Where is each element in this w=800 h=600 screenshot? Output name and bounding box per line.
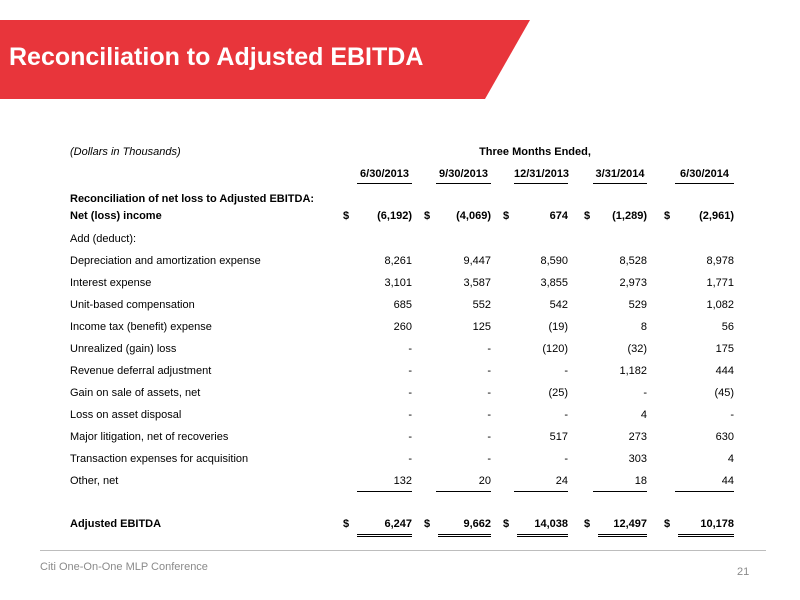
value-cell: 529 <box>628 299 647 311</box>
value-cell: - <box>487 409 491 421</box>
value-cell: - <box>408 409 412 421</box>
value-cell: 12,497 <box>613 518 647 530</box>
value-cell: 8,978 <box>706 255 734 267</box>
value-cell: 273 <box>628 431 647 443</box>
row-label: Loss on asset disposal <box>70 409 182 421</box>
value-cell: 542 <box>549 299 568 311</box>
table-row <box>70 299 736 317</box>
slide-title: Reconciliation to Adjusted EBITDA <box>9 43 424 71</box>
value-cell: 552 <box>472 299 491 311</box>
value-cell: - <box>487 431 491 443</box>
subtotal-rule <box>357 491 412 492</box>
value-cell: 14,038 <box>534 518 568 530</box>
value-cell: 20 <box>478 475 491 487</box>
value-cell: 2,973 <box>619 277 647 289</box>
value-cell: 8,261 <box>384 255 412 267</box>
currency-symbol: $ <box>664 210 671 222</box>
subtotal-rule <box>436 491 491 492</box>
value-cell: - <box>408 343 412 355</box>
table-row <box>70 343 736 361</box>
currency-symbol: $ <box>424 518 431 530</box>
value-cell: (1,289) <box>612 210 647 222</box>
column-header: 6/30/2014 <box>680 168 729 180</box>
value-cell: (32) <box>627 343 647 355</box>
value-cell: (2,961) <box>699 210 734 222</box>
value-cell: 24 <box>555 475 568 487</box>
currency-symbol: $ <box>584 518 591 530</box>
footer-conference: Citi One-On-One MLP Conference <box>40 561 208 573</box>
value-cell: 3,101 <box>384 277 412 289</box>
column-header: 3/31/2014 <box>595 168 645 180</box>
value-cell: 175 <box>715 343 734 355</box>
row-label: Other, net <box>70 475 119 487</box>
value-cell: - <box>408 453 412 465</box>
total-double-rule <box>517 534 568 537</box>
row-label: Unrealized (gain) loss <box>70 343 177 355</box>
currency-symbol: $ <box>503 210 510 222</box>
row-label: Adjusted EBITDA <box>70 518 162 530</box>
row-label: Reconciliation of net loss to Adjusted EBITDA: <box>70 193 315 205</box>
subtotal-rule <box>514 491 568 492</box>
value-cell: - <box>730 409 734 421</box>
table-row <box>70 277 736 295</box>
table-row <box>70 193 736 211</box>
value-cell: 303 <box>628 453 647 465</box>
table-row <box>70 255 736 273</box>
value-cell: 44 <box>721 475 734 487</box>
value-cell: 517 <box>549 431 568 443</box>
column-header-underline <box>675 183 734 184</box>
row-label: Gain on sale of assets, net <box>70 387 201 399</box>
table-row <box>70 233 736 251</box>
value-cell: - <box>564 365 568 377</box>
total-double-rule <box>357 534 412 537</box>
value-cell: 444 <box>715 365 734 377</box>
value-cell: 685 <box>393 299 412 311</box>
table-row <box>70 409 736 427</box>
row-label: Unit-based compensation <box>70 299 195 311</box>
currency-symbol: $ <box>503 518 510 530</box>
currency-symbol: $ <box>424 210 431 222</box>
value-cell: - <box>487 387 491 399</box>
value-cell: - <box>564 453 568 465</box>
table-row <box>70 210 736 228</box>
column-header-underline <box>514 183 568 184</box>
value-cell: - <box>408 431 412 443</box>
row-label: Income tax (benefit) expense <box>70 321 212 333</box>
value-cell: (4,069) <box>456 210 491 222</box>
value-cell: 10,178 <box>700 518 734 530</box>
currency-symbol: $ <box>343 518 350 530</box>
currency-symbol: $ <box>664 518 671 530</box>
value-cell: 3,587 <box>463 277 491 289</box>
value-cell: 18 <box>634 475 647 487</box>
total-double-rule <box>438 534 491 537</box>
table-row <box>70 453 736 471</box>
value-cell: 8,590 <box>540 255 568 267</box>
value-cell: - <box>408 387 412 399</box>
subtotal-rule <box>593 491 647 492</box>
value-cell: 630 <box>715 431 734 443</box>
row-label: Major litigation, net of recoveries <box>70 431 229 443</box>
column-header-underline <box>436 183 491 184</box>
value-cell: 132 <box>393 475 412 487</box>
row-label: Transaction expenses for acquisition <box>70 453 249 465</box>
column-header: 6/30/2013 <box>360 168 409 180</box>
value-cell: 8,528 <box>619 255 647 267</box>
row-label: Add (deduct): <box>70 233 137 245</box>
value-cell: - <box>408 365 412 377</box>
value-cell: 56 <box>721 321 734 333</box>
value-cell: 4 <box>640 409 647 421</box>
value-cell: 1,082 <box>706 299 734 311</box>
value-cell: (45) <box>714 387 734 399</box>
value-cell: - <box>487 365 491 377</box>
value-cell: - <box>564 409 568 421</box>
value-cell: 8 <box>640 321 647 333</box>
units-note: (Dollars in Thousands) <box>70 146 181 158</box>
value-cell: - <box>487 343 491 355</box>
title-banner <box>0 20 530 99</box>
currency-symbol: $ <box>343 210 350 222</box>
value-cell: 4 <box>727 453 734 465</box>
value-cell: (19) <box>548 321 568 333</box>
value-cell: (120) <box>542 343 568 355</box>
value-cell: - <box>643 387 647 399</box>
value-cell: 125 <box>472 321 491 333</box>
value-cell: 260 <box>393 321 412 333</box>
row-label: Interest expense <box>70 277 152 289</box>
value-cell: (6,192) <box>377 210 412 222</box>
value-cell: (25) <box>548 387 568 399</box>
value-cell: 3,855 <box>540 277 568 289</box>
row-label: Depreciation and amortization expense <box>70 255 261 267</box>
table-row <box>70 321 736 339</box>
total-double-rule <box>598 534 647 537</box>
page-number: 21 <box>737 566 750 578</box>
table-row <box>70 365 736 383</box>
table-row <box>70 387 736 405</box>
currency-symbol: $ <box>584 210 591 222</box>
value-cell: 1,771 <box>706 277 734 289</box>
value-cell: 1,182 <box>619 365 647 377</box>
subtotal-rule <box>675 491 734 492</box>
column-header: 12/31/2013 <box>514 168 570 180</box>
value-cell: - <box>487 453 491 465</box>
value-cell: 9,447 <box>463 255 491 267</box>
column-header-underline <box>593 183 647 184</box>
row-label: Revenue deferral adjustment <box>70 365 212 377</box>
value-cell: 9,662 <box>463 518 491 530</box>
table-row <box>70 431 736 449</box>
value-cell: 6,247 <box>384 518 412 530</box>
value-cell: 674 <box>549 210 568 222</box>
row-label: Net (loss) income <box>70 210 162 222</box>
column-header: 9/30/2013 <box>439 168 488 180</box>
total-double-rule <box>678 534 734 537</box>
footer-divider <box>40 550 766 551</box>
period-header: Three Months Ended, <box>479 146 591 158</box>
column-header-underline <box>357 183 412 184</box>
